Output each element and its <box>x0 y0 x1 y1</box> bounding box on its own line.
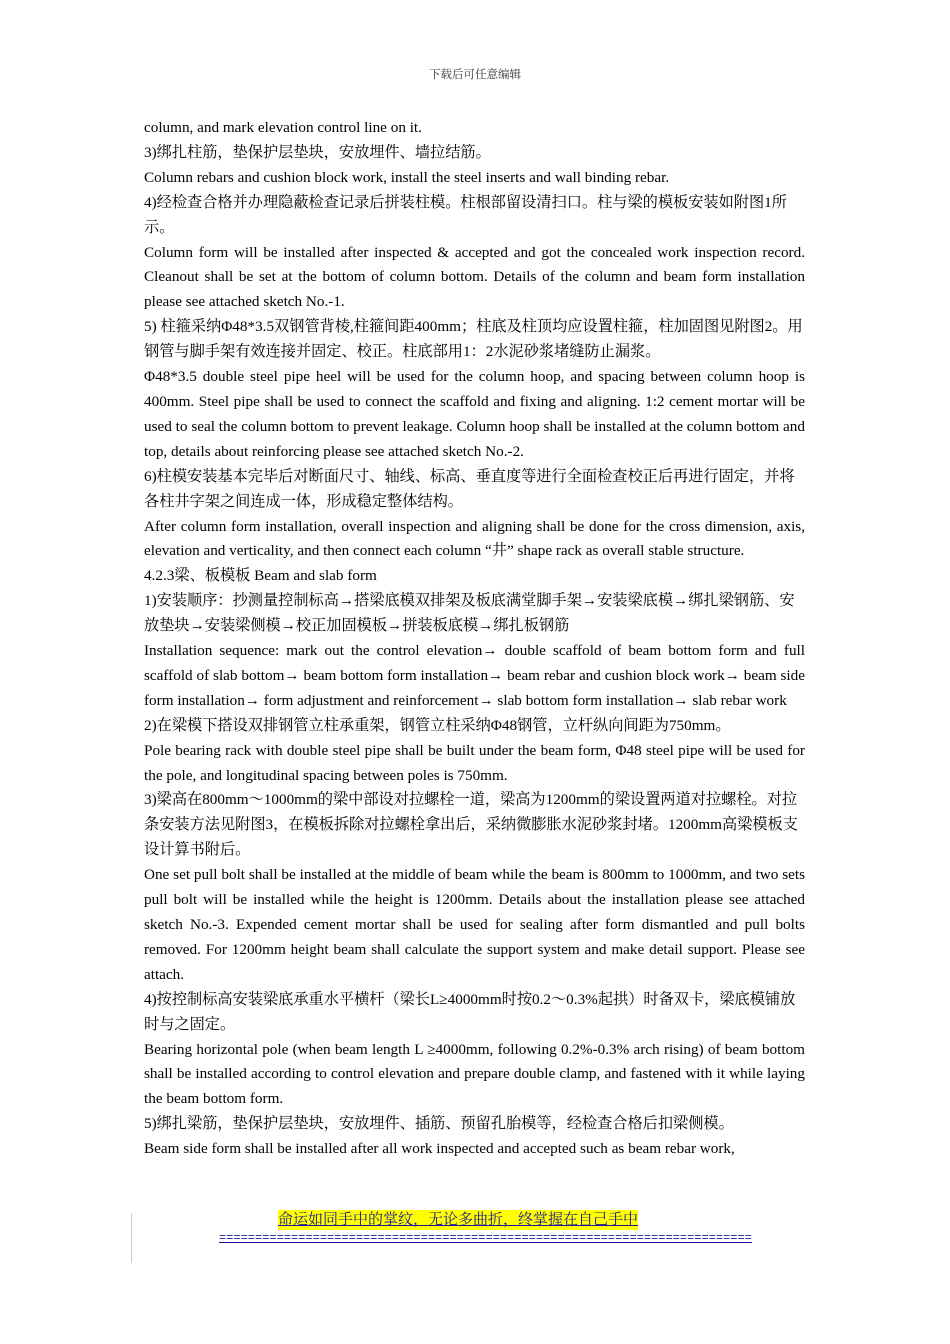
margin-divider <box>131 1213 132 1263</box>
footer-motto: 命运如同手中的掌纹，无论多曲折，终掌握在自己手中 <box>278 1212 639 1228</box>
paragraph: Installation sequence: mark out the control elevation→ double scaffold of beam bottom form and full scaffold of slab bottom→ beam bottom form installation→ beam rebar and cushion block work→ beam side form installation→ form adjustment and reinforcement→ slab bottom form installation→ slab rebar work <box>144 642 805 709</box>
document-body <box>144 116 805 1162</box>
page-header: 下载后可任意编辑 <box>429 69 521 81</box>
paragraph: 2)在梁模下搭设双排钢管立柱承重架，钢管立柱采纳Φ48钢管，立杆纵向间距为750mm。 <box>144 716 731 734</box>
paragraph: 3)梁高在800mm～1000mm的梁中部设对拉螺栓一道，梁高为1200mm的梁设置两道对拉螺栓。对拉条安装方法见附图3，在模板拆除对拉螺栓拿出后，采纳微膨胀水泥砂浆封堵。1200mm高梁模板支设计算书附后。 <box>144 791 798 859</box>
paragraph: 6)柱模安装基本完毕后对断面尺寸、轴线、标高、垂直度等进行全面检查校正后再进行固定，并将各柱井字架之间连成一体，形成稳定整体结构。 <box>144 467 795 510</box>
paragraph: 5)绑扎梁筋，垫保护层垫块，安放埋件、插筋、预留孔胎模等，经检查合格后扣梁侧模。 <box>144 1115 734 1133</box>
paragraph: Pole bearing rack with double steel pipe shall be built under the beam form, Φ48 steel pipe will be used for the pole, and longitudinal spacing between poles is 750mm. <box>144 741 805 784</box>
paragraph: 1)安装顺序：抄测量控制标高→搭梁底模双排架及板底满堂脚手架→安装梁底模→绑扎梁钢筋、安放垫块→安装梁侧模→校正加固模板→拼装板底模→绑扎板钢筋 <box>144 592 795 635</box>
section-heading: 4.2.3梁、板模板 Beam and slab form <box>144 567 377 585</box>
paragraph: One set pull bolt shall be installed at the middle of beam while the beam is 800mm to 1000mm, and two sets pull bolt will be installed while the height is 1200mm. Details about the installation please see attached sketch No.-3. Expended cement mortar shall be used for sealing after form dismantled and pull bolts removed. For 1200mm height beam shall calculate the support system and make detail support. Please see attach. <box>144 866 805 983</box>
paragraph: 3)绑扎柱筋，垫保护层垫块，安放埋件、墙拉结筋。 <box>144 143 491 161</box>
paragraph: 4)经检查合格并办理隐蔽检查记录后拼装柱模。柱根部留设清扫口。柱与梁的模板安装如附图1所示。 <box>144 193 787 236</box>
paragraph: column, and mark elevation control line on it. <box>144 119 422 136</box>
paragraph: Beam side form shall be installed after all work inspected and accepted such as beam rebar work, <box>144 1140 735 1158</box>
paragraph: Φ48*3.5 double steel pipe heel will be used for the column hoop, and spacing between column hoop is 400mm. Steel pipe shall be used to connect the scaffold and fixing and aligning. 1:2 cement mortar will be used to seal the column bottom to prevent leakage. Column hoop shall be installed at the column bottom and top, details about reinforcing please see attached sketch No.-2. <box>144 368 805 460</box>
paragraph: Column rebars and cushion block work, install the steel inserts and wall binding rebar. <box>144 168 670 186</box>
paragraph: 4)按控制标高安装梁底承重水平横杆（梁长L≥4000mm时按0.2～0.3%起拱）时备双卡，梁底模铺放时与之固定。 <box>144 990 796 1033</box>
paragraph: 5) 柱箍采纳Φ48*3.5双钢管背棱,柱箍间距400mm；柱底及柱顶均应设置柱箍，柱加固图见附图2。用钢管与脚手架有效连接并固定、校正。柱底部用1：2水泥砂浆堵缝防止漏浆。 <box>144 318 803 361</box>
paragraph: Bearing horizontal pole (when beam length L ≥4000mm, following 0.2%-0.3% arch rising) of beam bottom shall be installed according to control elevation and prepare double clamp, and fastened with it while laying the beam bottom form. <box>144 1040 805 1108</box>
paragraph: Column form will be installed after inspected & accepted and got the concealed work inspection record. Cleanout shall be set at the bottom of column bottom. Details of the column and beam form installation please see attached sketch No.-1. <box>144 243 805 311</box>
footer-rule: ========================================================================== <box>219 1231 752 1245</box>
paragraph: After column form installation, overall inspection and aligning shall be done for the cross dimension, axis, elevation and verticality, and then connect each column “井” shape rack as overall stable structure. <box>144 517 805 560</box>
